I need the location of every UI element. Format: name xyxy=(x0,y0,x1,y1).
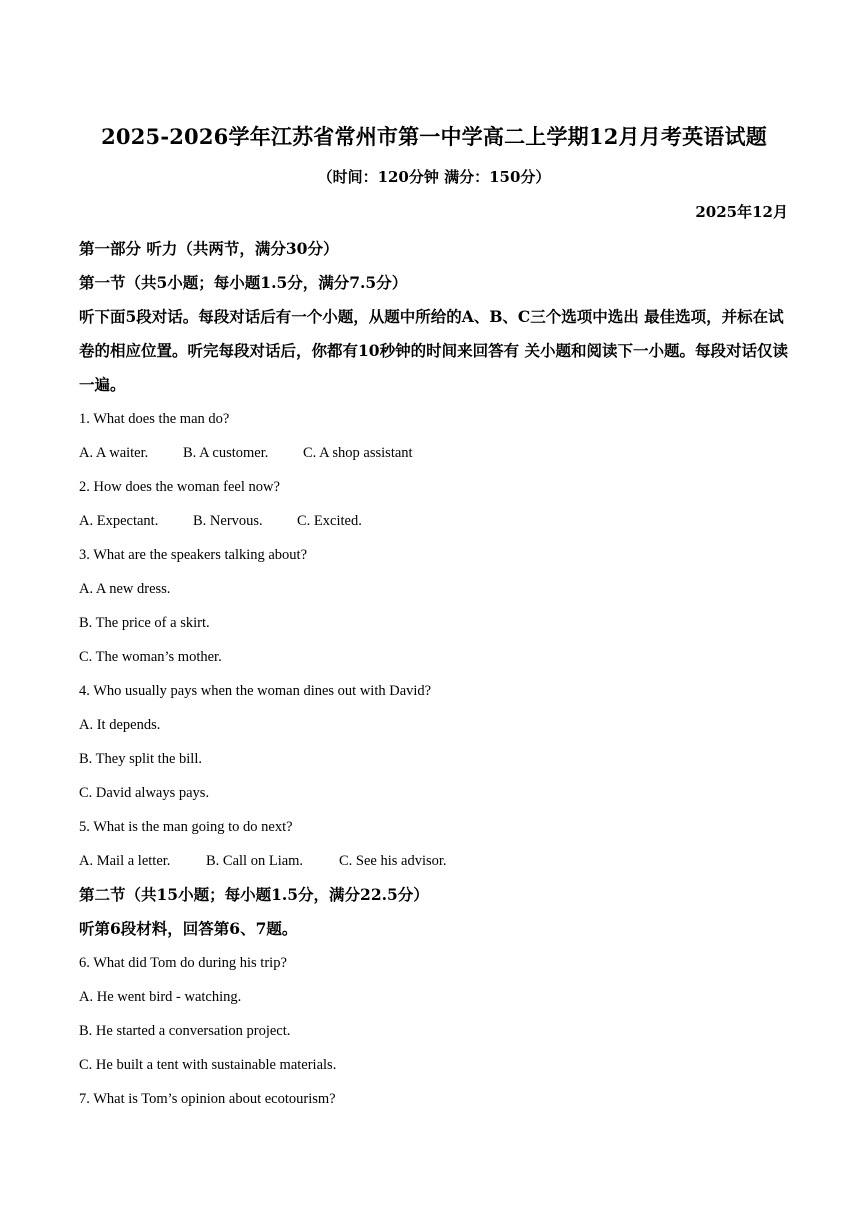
option-a: A. Mail a letter. xyxy=(79,853,171,869)
option-b: B. A customer. xyxy=(183,445,269,461)
exam-title: 2025-2026学年江苏省常州市第一中学高二上学期12月月考英语试题 xyxy=(101,124,767,149)
question-2-options xyxy=(79,504,791,538)
section1-instructions: 听下面5段对话。每段对话后有一个小题，从题中所给的A、B、C三个选项中选出 最佳选项，并标在试卷的相应位置。听完每段对话后，你都有10秒钟的时间来回答有 关小题和阅读下一小题。每段对话仅读一遍。 xyxy=(79,307,788,394)
question-6: 6. What did Tom do during his trip? xyxy=(79,955,287,971)
question-4-option-b: B. They split the bill. xyxy=(79,751,202,767)
question-4-option-a: A. It depends. xyxy=(79,717,161,733)
option-b: B. Call on Liam. xyxy=(206,853,304,869)
question-6-option-b: B. He started a conversation project. xyxy=(79,1023,291,1039)
question-5: 5. What is the man going to do next? xyxy=(79,819,293,835)
option-b: B. Nervous. xyxy=(193,513,263,529)
question-2: 2. How does the woman feel now? xyxy=(79,479,280,495)
option-a: A. Expectant. xyxy=(79,513,159,529)
question-5-options xyxy=(79,844,791,878)
question-1-options xyxy=(79,436,791,470)
question-6-option-a: A. He went bird - watching. xyxy=(79,989,242,1005)
question-3-option-a: A. A new dress. xyxy=(79,581,171,597)
question-7: 7. What is Tom’s opinion about ecotourism? xyxy=(79,1091,336,1107)
exam-time-score: （时间：120分钟 满分：150分） xyxy=(317,168,551,186)
part1-heading: 第一部分 听力（共两节，满分30分） xyxy=(79,239,339,258)
section2-instructions: 听第6段材料，回答第6、7题。 xyxy=(79,919,298,938)
option-c: C. See his advisor. xyxy=(339,853,447,869)
section1-heading: 第一节（共5小题；每小题1.5分，满分7.5分） xyxy=(79,273,408,292)
option-a: A. A waiter. xyxy=(79,445,149,461)
question-4-option-c: C. David always pays. xyxy=(79,785,210,801)
question-3-option-b: B. The price of a skirt. xyxy=(79,615,210,631)
question-3: 3. What are the speakers talking about? xyxy=(79,547,308,563)
question-4: 4. Who usually pays when the woman dines out with David? xyxy=(79,683,432,699)
question-3-option-c: C. The woman’s mother. xyxy=(79,649,222,665)
option-c: C. Excited. xyxy=(297,513,362,529)
question-1: 1. What does the man do? xyxy=(79,411,230,427)
option-c: C. A shop assistant xyxy=(303,445,413,461)
section2-heading: 第二节（共15小题；每小题1.5分，满分22.5分） xyxy=(79,885,429,904)
exam-content xyxy=(79,232,791,1116)
exam-date: 2025年12月 xyxy=(695,203,788,221)
question-6-option-c: C. He built a tent with sustainable materials. xyxy=(79,1057,337,1073)
